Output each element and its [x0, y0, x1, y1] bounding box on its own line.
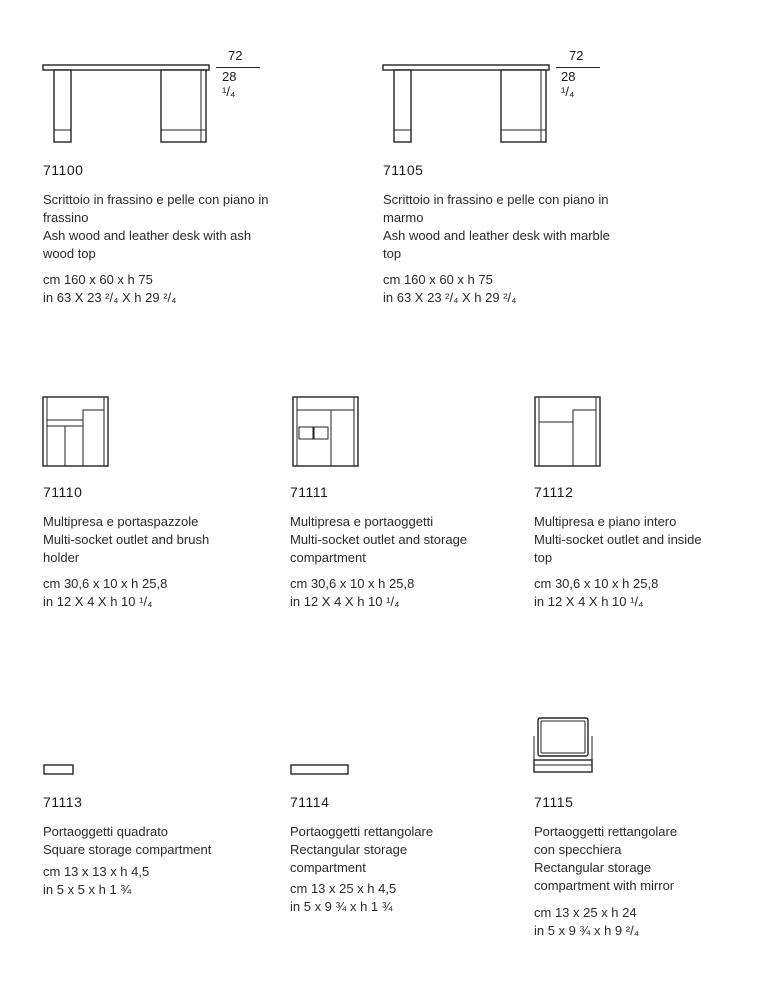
desc-line: Square storage compartment — [43, 842, 212, 857]
product-description — [290, 823, 433, 877]
product-dimensions — [290, 575, 414, 611]
product-dimensions — [534, 904, 639, 940]
desc-line: Ash wood and leather desk with marble — [383, 228, 610, 243]
product-code: 71115 — [534, 794, 574, 810]
desc-line: con specchiera — [534, 842, 622, 857]
dims-in: in 12 X 4 X h 10 ¹/₄ — [534, 594, 644, 609]
desc-line: compartment — [290, 550, 366, 565]
desc-line: wood top — [43, 246, 96, 261]
dims-in: in 5 x 9 ¾ x h 1 ¾ — [290, 899, 393, 914]
dims-cm: cm 160 x 60 x h 75 — [43, 272, 153, 287]
desc-line: holder — [43, 550, 80, 565]
desc-line: Rectangular storage — [290, 842, 408, 857]
tray-drawing-71113 — [43, 764, 75, 776]
product-code: 71100 — [43, 162, 84, 178]
dimension-bottom: 28 ¹/₄ — [561, 69, 576, 99]
desc-line: Portaoggetti rettangolare — [534, 824, 678, 839]
dims-cm: cm 30,6 x 10 x h 25,8 — [43, 576, 168, 591]
module-drawing-71111 — [292, 396, 360, 468]
desc-line: Multipresa e portaspazzole — [43, 514, 199, 529]
desc-line: Portaoggetti rettangolare — [290, 824, 434, 839]
desc-line: Rectangular storage — [534, 860, 652, 875]
product-description — [43, 513, 209, 567]
module-drawing-71112 — [534, 396, 602, 468]
product-description — [290, 513, 467, 567]
dims-in: in 12 X 4 X h 10 ¹/₄ — [43, 594, 153, 609]
product-dimensions — [43, 575, 167, 611]
dims-in: in 12 X 4 X h 10 ¹/₄ — [290, 594, 400, 609]
dims-in: in 5 x 9 ¾ x h 9 ²/₄ — [534, 923, 640, 938]
dims-in: in 63 X 23 ²/₄ X h 29 ²/₄ — [383, 290, 517, 305]
dims-cm: cm 160 x 60 x h 75 — [383, 272, 493, 287]
desc-line: Multipresa e piano intero — [534, 514, 677, 529]
product-dimensions — [290, 880, 396, 916]
dims-cm: cm 13 x 25 x h 4,5 — [290, 881, 397, 896]
tray-mirror-drawing-71115 — [532, 716, 596, 776]
dims-cm: cm 30,6 x 10 x h 25,8 — [534, 576, 659, 591]
desc-line: Ash wood and leather desk with ash — [43, 228, 252, 243]
desc-line: frassino — [43, 210, 89, 225]
dimension-top: 72 — [228, 48, 243, 63]
product-description — [534, 823, 677, 895]
desc-line: compartment with mirror — [534, 878, 675, 893]
product-code: 71114 — [290, 794, 330, 810]
product-dimensions — [43, 271, 176, 307]
desc-line: Scrittoio in frassino e pelle con piano in — [383, 192, 609, 207]
desc-line: Multi-socket outlet and storage — [290, 532, 468, 547]
desc-line: Portaoggetti quadrato — [43, 824, 169, 839]
dims-in: in 63 X 23 ²/₄ X h 29 ²/₄ — [43, 290, 177, 305]
tray-drawing-71114 — [290, 764, 350, 776]
product-description — [43, 823, 211, 859]
product-description — [534, 513, 702, 567]
dims-cm: cm 13 x 25 x h 24 — [534, 905, 637, 920]
product-dimensions — [43, 863, 149, 899]
dims-in: in 5 x 5 x h 1 ¾ — [43, 882, 132, 897]
desc-line: Multi-socket outlet and inside — [534, 532, 702, 547]
dims-cm: cm 13 x 13 x h 4,5 — [43, 864, 150, 879]
product-code: 71110 — [43, 484, 83, 500]
dimension-bottom: 28 ¹/₄ — [222, 69, 237, 99]
desc-line: top — [534, 550, 553, 565]
dimension-top: 72 — [569, 48, 584, 63]
desk-drawing-71100 — [42, 62, 212, 144]
product-description — [43, 191, 268, 263]
product-code: 71105 — [383, 162, 424, 178]
desc-line: Scrittoio in frassino e pelle con piano in — [43, 192, 269, 207]
dims-cm: cm 30,6 x 10 x h 25,8 — [290, 576, 415, 591]
module-drawing-71110 — [42, 396, 110, 468]
product-code: 71113 — [43, 794, 83, 810]
desc-line: marmo — [383, 210, 424, 225]
product-dimensions — [383, 271, 516, 307]
product-code: 71112 — [534, 484, 574, 500]
desc-line: Multi-socket outlet and brush — [43, 532, 210, 547]
product-description — [383, 191, 610, 263]
desc-line: compartment — [290, 860, 366, 875]
desc-line: Multipresa e portaoggetti — [290, 514, 434, 529]
product-dimensions — [534, 575, 658, 611]
desc-line: top — [383, 246, 402, 261]
product-code: 71111 — [290, 484, 329, 500]
desk-drawing-71105 — [382, 62, 552, 144]
